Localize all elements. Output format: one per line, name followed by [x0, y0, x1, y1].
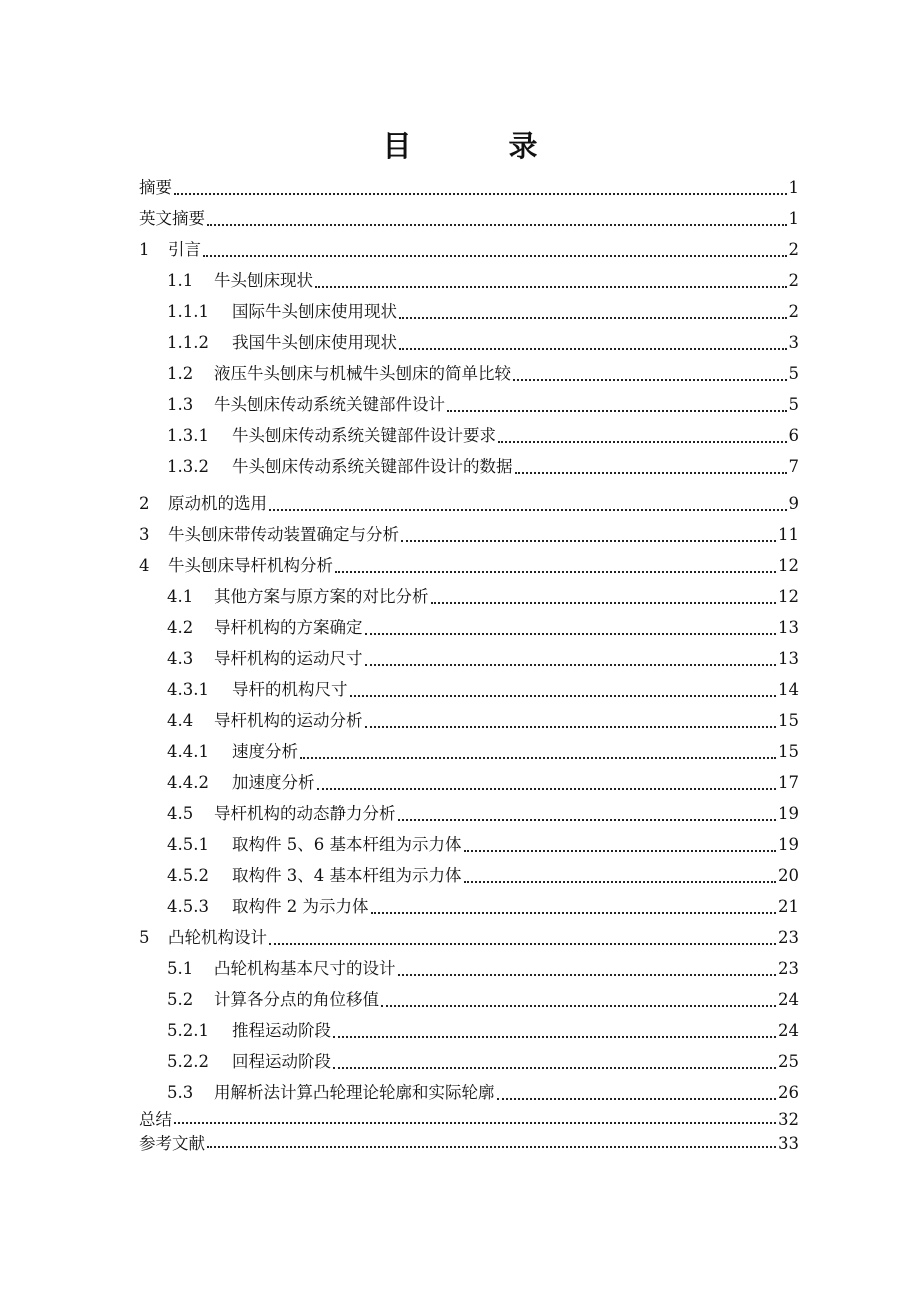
toc-leader-dots	[174, 1121, 776, 1124]
toc-entry-number: 5.2.1	[167, 1021, 209, 1040]
toc-entry-label: 凸轮机构基本尺寸的设计	[214, 959, 396, 978]
toc-entry-label: 取构件 5、6 基本杆组为示力体	[232, 835, 462, 854]
toc-entry-label: 凸轮机构设计	[168, 928, 267, 947]
toc-entry-label: 引言	[168, 240, 201, 259]
toc-entry-label: 国际牛头刨床使用现状	[232, 302, 397, 321]
toc-entry-page: 19	[778, 804, 799, 823]
toc-entry-label: 用解析法计算凸轮理论轮廓和实际轮廓	[214, 1083, 495, 1102]
toc-entry-1-2[interactable]	[139, 358, 799, 389]
toc-leader-dots	[431, 601, 777, 604]
toc-entry-4-2[interactable]	[139, 612, 799, 643]
toc-entry-number: 1.1.2	[167, 333, 209, 352]
toc-entry-number: 5.1	[167, 959, 194, 978]
toc-entry-number: 4.4.2	[167, 773, 209, 792]
toc-entry-page: 7	[788, 457, 799, 476]
toc-entry-label: 取构件 3、4 基本杆组为示力体	[232, 866, 462, 885]
toc-entry-4-4-1[interactable]	[139, 736, 799, 767]
toc-leader-dots	[371, 911, 777, 914]
toc-leader-dots	[333, 1066, 776, 1069]
toc-leader-dots	[269, 942, 776, 945]
toc-leader-dots	[398, 973, 777, 976]
toc-entry-page: 20	[778, 866, 799, 885]
toc-leader-dots	[207, 1145, 776, 1148]
toc-leader-dots	[269, 508, 787, 511]
toc-entry-number: 2	[139, 494, 150, 513]
toc-entry-page: 24	[778, 1021, 799, 1040]
toc-entry-page: 1	[788, 178, 799, 197]
toc-leader-dots	[365, 632, 777, 635]
toc-entry-page: 11	[778, 525, 799, 544]
toc-leader-dots	[498, 440, 787, 443]
toc-entry-label: 液压牛头刨床与机械牛头刨床的简单比较	[214, 364, 511, 383]
toc-leader-dots	[399, 347, 787, 350]
toc-entry-number: 4.5	[167, 804, 194, 823]
toc-entry-page: 21	[778, 897, 799, 916]
toc-entry-label: 其他方案与原方案的对比分析	[214, 587, 429, 606]
toc-entry-page: 3	[788, 333, 799, 352]
toc-leader-dots	[381, 1004, 776, 1007]
toc-entry-number: 4.2	[167, 618, 194, 637]
toc-entry-page: 15	[778, 742, 799, 761]
toc-entry-number: 5.3	[167, 1083, 194, 1102]
toc-leader-dots	[497, 1097, 777, 1100]
toc-entry-page: 13	[778, 649, 799, 668]
toc-entry-label: 取构件 2 为示力体	[232, 897, 369, 916]
toc-entry-number: 1.3.2	[167, 457, 209, 476]
toc-entry-1-3-2[interactable]	[139, 451, 799, 482]
toc-leader-dots	[401, 539, 776, 542]
toc-entry-page: 23	[778, 959, 799, 978]
toc-leader-dots	[399, 316, 787, 319]
toc-entry-number: 1.1.1	[167, 302, 209, 321]
toc-entry-summary[interactable]	[139, 1108, 799, 1132]
toc-leader-dots	[317, 787, 777, 790]
toc-entry-page: 2	[788, 271, 799, 290]
toc-leader-dots	[350, 694, 777, 697]
toc-entry-1-3[interactable]	[139, 389, 799, 420]
toc-leader-dots	[464, 849, 777, 852]
toc-entry-number: 4.5.3	[167, 897, 209, 916]
toc-leader-dots	[315, 285, 787, 288]
toc-entry-page: 2	[788, 240, 799, 259]
toc-entry-page: 32	[778, 1110, 799, 1129]
toc-entry-5-2-2[interactable]	[139, 1046, 799, 1077]
toc-entry-number: 3	[139, 525, 150, 544]
toc-entry-4-3-1[interactable]	[139, 674, 799, 705]
toc-entry-number: 5.2	[167, 990, 194, 1009]
toc-entry-number: 5	[139, 928, 150, 947]
toc-leader-dots	[300, 756, 776, 759]
toc-leader-dots	[447, 409, 787, 412]
toc-leader-dots	[207, 223, 787, 226]
toc-entry-1-1-1[interactable]	[139, 296, 799, 327]
toc-entry-page: 13	[778, 618, 799, 637]
toc-entry-4-5-3[interactable]	[139, 891, 799, 922]
toc-entry-5-2[interactable]	[139, 984, 799, 1015]
toc-entry-page: 5	[788, 364, 799, 383]
toc-entry-1-3-1[interactable]	[139, 420, 799, 451]
toc-entry-label: 牛头刨床传动系统关键部件设计的数据	[232, 457, 513, 476]
toc-entry-number: 4	[139, 556, 150, 575]
toc-entry-page: 33	[778, 1134, 799, 1153]
toc-entry-2[interactable]	[139, 488, 799, 519]
toc-entry-page: 12	[778, 556, 799, 575]
toc-entry-label: 加速度分析	[232, 773, 315, 792]
toc-leader-dots	[365, 725, 777, 728]
toc-leader-dots	[335, 570, 776, 573]
toc-entry-4-1[interactable]	[139, 581, 799, 612]
toc-entry-4-5[interactable]	[139, 798, 799, 829]
toc-entry-label: 导杆机构的方案确定	[214, 618, 363, 637]
toc-entry-label: 回程运动阶段	[232, 1052, 331, 1071]
toc-entry-4-4[interactable]	[139, 705, 799, 736]
toc-entry-label: 推程运动阶段	[232, 1021, 331, 1040]
toc-entry-page: 12	[778, 587, 799, 606]
toc-entry-label: 速度分析	[232, 742, 298, 761]
toc-entry-number: 1	[139, 240, 150, 259]
toc-entry-label: 英文摘要	[139, 209, 205, 228]
toc-entry-number: 1.3.1	[167, 426, 209, 445]
toc-entry-number: 4.3	[167, 649, 194, 668]
toc-entry-1[interactable]	[139, 234, 799, 265]
toc-entry-label: 导杆机构的动态静力分析	[214, 804, 396, 823]
toc-entry-5[interactable]	[139, 922, 799, 953]
toc-leader-dots	[203, 254, 787, 257]
toc-entry-page: 6	[788, 426, 799, 445]
toc-entry-label: 牛头刨床现状	[214, 271, 313, 290]
toc-entry-page: 14	[778, 680, 799, 699]
toc-leader-dots	[513, 378, 787, 381]
toc-entry-abstract[interactable]	[139, 172, 799, 203]
toc-entry-number: 1.2	[167, 364, 194, 383]
toc-entry-label: 牛头刨床带传动装置确定与分析	[168, 525, 399, 544]
toc-entry-number: 1.1	[167, 271, 194, 290]
toc-entry-number: 4.4.1	[167, 742, 209, 761]
toc-entry-page: 9	[788, 494, 799, 513]
toc-leader-dots	[464, 880, 777, 883]
toc-entry-4-5-2[interactable]	[139, 860, 799, 891]
toc-entry-label: 牛头刨床导杆机构分析	[168, 556, 333, 575]
toc-entry-5-2-1[interactable]	[139, 1015, 799, 1046]
toc-entry-label: 牛头刨床传动系统关键部件设计	[214, 395, 445, 414]
toc-entry-label: 参考文献	[139, 1134, 205, 1153]
toc-entry-label: 摘要	[139, 178, 172, 197]
toc-entry-page: 1	[788, 209, 799, 228]
toc-entry-label: 牛头刨床传动系统关键部件设计要求	[232, 426, 496, 445]
toc-entry-label: 导杆的机构尺寸	[232, 680, 348, 699]
toc-entry-4-5-1[interactable]	[139, 829, 799, 860]
toc-entry-number: 4.5.1	[167, 835, 209, 854]
toc-entry-page: 15	[778, 711, 799, 730]
toc-entry-label: 我国牛头刨床使用现状	[232, 333, 397, 352]
toc-entry-1-1-2[interactable]	[139, 327, 799, 358]
toc-entry-number: 4.1	[167, 587, 194, 606]
toc-entry-5-1[interactable]	[139, 953, 799, 984]
toc-entry-label: 原动机的选用	[168, 494, 267, 513]
toc-entry-page: 25	[778, 1052, 799, 1071]
toc-entry-label: 导杆机构的运动分析	[214, 711, 363, 730]
toc-leader-dots	[365, 663, 777, 666]
toc-entry-page: 26	[778, 1083, 799, 1102]
toc-entry-1-1[interactable]	[139, 265, 799, 296]
toc-leader-dots	[398, 818, 777, 821]
toc-entry-4[interactable]	[139, 550, 799, 581]
toc-entry-4-4-2[interactable]	[139, 767, 799, 798]
toc-entry-page: 17	[778, 773, 799, 792]
toc-entry-label: 导杆机构的运动尺寸	[214, 649, 363, 668]
toc-entry-page: 19	[778, 835, 799, 854]
toc-entry-number: 4.3.1	[167, 680, 209, 699]
toc-leader-dots	[174, 192, 787, 195]
toc-entry-page: 5	[788, 395, 799, 414]
toc-entry-page: 24	[778, 990, 799, 1009]
toc-entry-4-3[interactable]	[139, 643, 799, 674]
toc-entry-english-abstract[interactable]	[139, 203, 799, 234]
toc-entry-page: 2	[788, 302, 799, 321]
toc-entry-number: 4.5.2	[167, 866, 209, 885]
toc-leader-dots	[515, 471, 787, 474]
toc-entry-label: 总结	[139, 1110, 172, 1129]
toc-entry-page: 23	[778, 928, 799, 947]
toc-entry-number: 5.2.2	[167, 1052, 209, 1071]
toc-entry-number: 1.3	[167, 395, 194, 414]
toc-entry-references[interactable]	[139, 1132, 799, 1156]
toc-entry-3[interactable]	[139, 519, 799, 550]
toc-leader-dots	[333, 1035, 776, 1038]
toc-entry-5-3[interactable]	[139, 1077, 799, 1108]
table-of-contents	[139, 172, 799, 1156]
toc-entry-number: 4.4	[167, 711, 194, 730]
page-title: 目 录	[382, 129, 572, 163]
toc-entry-label: 计算各分点的角位移值	[214, 990, 379, 1009]
